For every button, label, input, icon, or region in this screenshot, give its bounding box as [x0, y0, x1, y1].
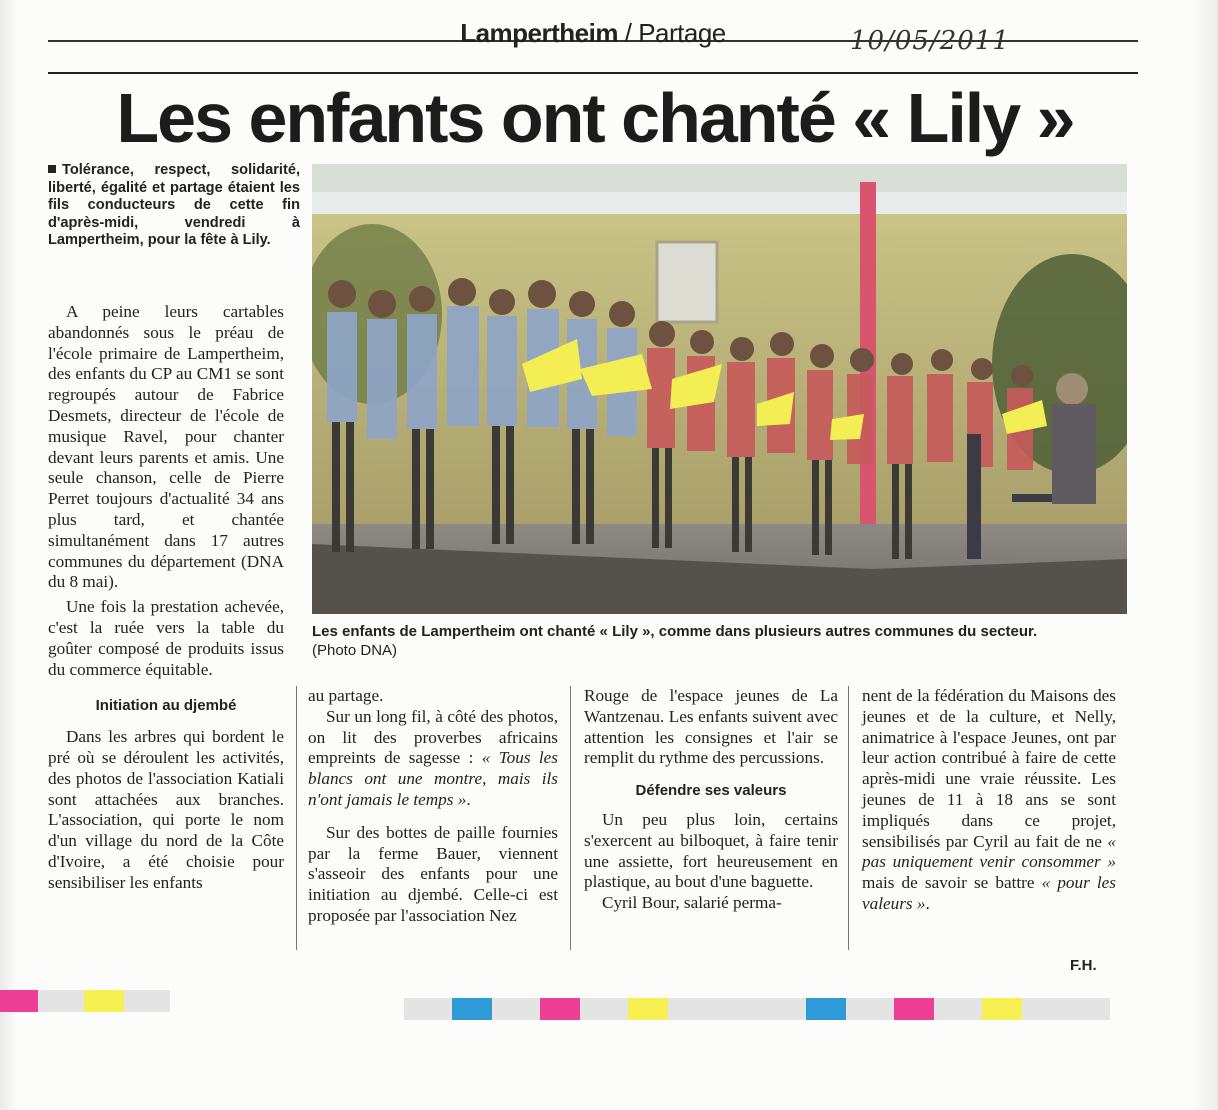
color-chip-magenta — [0, 990, 38, 1012]
author-signature: F.H. — [1070, 957, 1097, 974]
article-column-4 — [862, 686, 1116, 915]
paragraph: Sur des bottes de paille fournies par la ferme Bauer, viennent s'asseoir des enfants pour une initiation au djembé. Celle-ci est proposée par l'association Nez — [308, 822, 558, 925]
paragraph-text: Sur un long fil, à côté des photos, on lit des proverbes africains empreints de sagesse : — [308, 706, 558, 768]
paragraph — [308, 707, 558, 811]
paragraph — [862, 686, 1116, 915]
color-chip-magenta — [894, 998, 934, 1020]
color-chip-grey — [846, 998, 894, 1020]
column-divider — [848, 686, 849, 950]
chapo-text: Tolérance, respect, solidarité, liberté, égalité et partage étaient les fils conducteurs de cette fin d'après-midi, vendredi à Lampertheim, pour la fête à Lily. — [48, 162, 300, 249]
color-chip-magenta — [540, 998, 580, 1020]
color-chip-grey — [124, 990, 170, 1012]
color-chip-yellow — [84, 990, 124, 1012]
section-separator: / — [624, 18, 632, 48]
paragraph: Dans les arbres qui bordent le pré où se déroulent les activités, des photos de l'association Katiali sont attachées aux branches. L'association, qui porte le nom d'un village du nord de la Côte d'Ivoire, a été choisie pour sensibiliser les enfants — [48, 727, 284, 892]
paragraph: Une fois la prestation achevée, c'est la ruée vers la table du goûter composé de produits issus du commerce équitable. — [48, 597, 284, 679]
column-divider — [296, 686, 297, 950]
headline: Les enfants ont chanté « Lily » — [116, 79, 1074, 157]
paragraph: Un peu plus loin, certains s'exercent au bilboquet, à faire tenir une assiette, fort heureusement en plastique, au bout d'une baguette. — [584, 809, 838, 892]
paragraph-text: nent de la fédération du Maisons des jeunes et de la culture, et Nelly, animatrice à l'espace Jeunes, ont par leur action contribué à faire de cette après-midi une vraie réussite. Les jeunes de 11 à 18 ans se sont impliqués dans ce projet, sensibilisés par Cyril au fait de ne — [862, 686, 1116, 851]
color-chip-cyan — [806, 998, 846, 1020]
color-chip-grey — [580, 998, 628, 1020]
color-chip-grey — [1022, 998, 1110, 1020]
caption-text: Les enfants de Lampertheim ont chanté « Lily », comme dans plusieurs autres communes du secteur. — [312, 623, 1038, 640]
color-chip-grey — [934, 998, 982, 1020]
quote: « pas uniquement venir consommer » — [862, 831, 1116, 872]
paragraph: A peine leurs cartables abandonnés sous le préau de l'école primaire de Lampertheim, des enfants du CP au CM1 se sont regroupés autour de Fabrice Desmets, directeur de l'école de musique Ravel, pour chanter devant leurs parents et amis. Une seule chanson, celle de Pierre Perret toujours d'actualité 34 ans plus tard, et chantée simultanément dans 17 autres communes du département (DNA du 8 mai). — [48, 302, 284, 592]
subsection-name: Partage — [638, 18, 726, 48]
paragraph-text: mais de savoir se battre — [862, 873, 1042, 893]
color-chip-grey — [404, 998, 452, 1020]
scan-left-edge — [0, 0, 16, 1110]
scan-right-edge — [1190, 0, 1218, 1110]
paragraph-end: . — [466, 789, 471, 809]
photo-caption — [312, 622, 1127, 660]
color-chip-grey — [668, 998, 806, 1020]
section-name: Lampertheim — [460, 18, 618, 48]
subhead-djembe: Initiation au djembé — [95, 697, 237, 715]
color-chip-yellow — [982, 998, 1022, 1020]
paragraph-end: . — [925, 893, 930, 913]
header-rule — [48, 72, 1138, 74]
article-column-1 — [48, 302, 284, 894]
column-divider — [570, 686, 571, 950]
paragraph: Rouge de l'espace jeunes de La Wantzenau. Les enfants suivent avec attention les consignes et l'air se remplit du rythme des percussions. — [584, 686, 838, 768]
subhead-valeurs: Défendre ses valeurs — [635, 782, 787, 800]
proverb-quote: « Tous les blancs ont une montre, mais ils n'ont jamais le temps » — [308, 748, 559, 809]
photo-credit: (Photo DNA) — [312, 642, 398, 659]
quote: « pour les valeurs » — [862, 873, 1116, 913]
article-column-2 — [308, 686, 558, 927]
color-chip-cyan — [452, 998, 492, 1020]
bullet-square-icon — [48, 165, 56, 173]
article-column-3 — [584, 686, 838, 914]
color-chip-grey — [492, 998, 540, 1020]
color-chip-yellow — [628, 998, 668, 1020]
choir-photo-illustration — [312, 164, 1127, 614]
article-photo — [312, 164, 1127, 614]
paragraph: au partage. — [308, 686, 384, 705]
chapo — [48, 162, 300, 250]
handwritten-date: 10/05/2011 — [850, 26, 1010, 56]
color-chip-grey — [38, 990, 84, 1012]
paragraph: Cyril Bour, salarié perma- — [602, 893, 782, 913]
